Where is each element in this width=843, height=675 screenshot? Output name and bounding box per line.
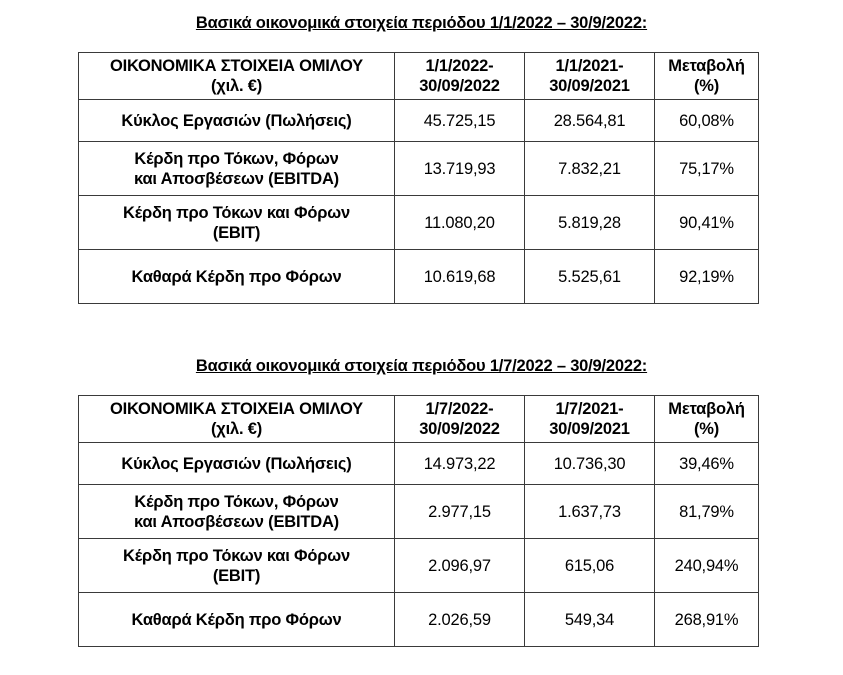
row-current: 2.977,15 [395, 485, 525, 539]
row-previous: 615,06 [525, 539, 655, 593]
row-previous: 7.832,21 [525, 142, 655, 196]
row-label [79, 196, 395, 250]
table-row [79, 539, 759, 593]
table-row [79, 142, 759, 196]
table-row [79, 443, 759, 485]
row-change: 81,79% [655, 485, 759, 539]
table-header-row [79, 53, 759, 100]
header-current-period [395, 396, 525, 443]
header-previous-line1: 1/7/2021- [555, 400, 624, 418]
row-previous: 28.564,81 [525, 100, 655, 142]
header-label-line1: ΟΙΚΟΝΟΜΙΚΑ ΣΤΟΙΧΕΙΑ ΟΜΙΛΟΥ [109, 400, 363, 418]
table-header-row [79, 396, 759, 443]
header-current-line1: 1/1/2022- [425, 57, 494, 75]
header-current-line2: 30/09/2022 [419, 420, 500, 438]
header-current-period [395, 53, 525, 100]
row-label: Καθαρά Κέρδη προ Φόρων [79, 250, 395, 304]
row-change: 39,46% [655, 443, 759, 485]
row-current: 13.719,93 [395, 142, 525, 196]
header-current-line2: 30/09/2022 [419, 77, 500, 95]
header-label [79, 53, 395, 100]
header-label-line2: (χιλ. €) [211, 420, 262, 438]
header-label [79, 396, 395, 443]
row-change: 75,17% [655, 142, 759, 196]
table-row [79, 593, 759, 647]
row-current: 2.026,59 [395, 593, 525, 647]
row-label [79, 539, 395, 593]
header-previous-line2: 30/09/2021 [549, 420, 630, 438]
header-change-line1: Μεταβολή [668, 400, 745, 418]
row-current: 2.096,97 [395, 539, 525, 593]
row-label-line2: (EBIT) [212, 223, 261, 242]
header-label-line1: ΟΙΚΟΝΟΜΙΚΑ ΣΤΟΙΧΕΙΑ ΟΜΙΛΟΥ [109, 57, 363, 75]
table-row [79, 250, 759, 304]
row-current: 14.973,22 [395, 443, 525, 485]
table-row [79, 485, 759, 539]
row-previous: 10.736,30 [525, 443, 655, 485]
row-previous: 549,34 [525, 593, 655, 647]
row-current: 10.619,68 [395, 250, 525, 304]
row-change: 268,91% [655, 593, 759, 647]
row-change: 240,94% [655, 539, 759, 593]
row-label: Καθαρά Κέρδη προ Φόρων [79, 593, 395, 647]
row-label-line1: Κέρδη προ Τόκων, Φόρων [134, 492, 339, 511]
header-change-line1: Μεταβολή [668, 57, 745, 75]
header-previous-line1: 1/1/2021- [555, 57, 624, 75]
financials-table-q3 [78, 395, 759, 647]
header-previous-line2: 30/09/2021 [549, 77, 630, 95]
row-label: Κύκλος Εργασιών (Πωλήσεις) [79, 100, 395, 142]
row-change: 90,41% [655, 196, 759, 250]
header-previous-period [525, 53, 655, 100]
table-row [79, 100, 759, 142]
row-label-line1: Κέρδη προ Τόκων και Φόρων [123, 203, 350, 222]
header-change-line2: (%) [693, 420, 720, 438]
header-change [655, 53, 759, 100]
row-previous: 5.525,61 [525, 250, 655, 304]
section-title-q3: Βασικά οικονομικά στοιχεία περιόδου 1/7/2022 – 30/9/2022: [195, 357, 648, 375]
row-label: Κύκλος Εργασιών (Πωλήσεις) [79, 443, 395, 485]
row-label-line2: και Αποσβέσεων (EBITDA) [134, 169, 339, 188]
row-current: 11.080,20 [395, 196, 525, 250]
header-current-line1: 1/7/2022- [425, 400, 494, 418]
header-change [655, 396, 759, 443]
row-label [79, 142, 395, 196]
row-current: 45.725,15 [395, 100, 525, 142]
header-change-line2: (%) [693, 77, 720, 95]
header-label-line2: (χιλ. €) [211, 77, 262, 95]
row-label-line1: Κέρδη προ Τόκων, Φόρων [134, 149, 339, 168]
row-label [79, 485, 395, 539]
row-previous: 5.819,28 [525, 196, 655, 250]
row-change: 92,19% [655, 250, 759, 304]
section-title-9m: Βασικά οικονομικά στοιχεία περιόδου 1/1/2022 – 30/9/2022: [195, 14, 648, 32]
financials-table-9m [78, 52, 759, 304]
table-row [79, 196, 759, 250]
row-label-line1: Κέρδη προ Τόκων και Φόρων [123, 546, 350, 565]
row-previous: 1.637,73 [525, 485, 655, 539]
row-change: 60,08% [655, 100, 759, 142]
header-previous-period [525, 396, 655, 443]
row-label-line2: (EBIT) [212, 566, 261, 585]
row-label-line2: και Αποσβέσεων (EBITDA) [134, 512, 339, 531]
